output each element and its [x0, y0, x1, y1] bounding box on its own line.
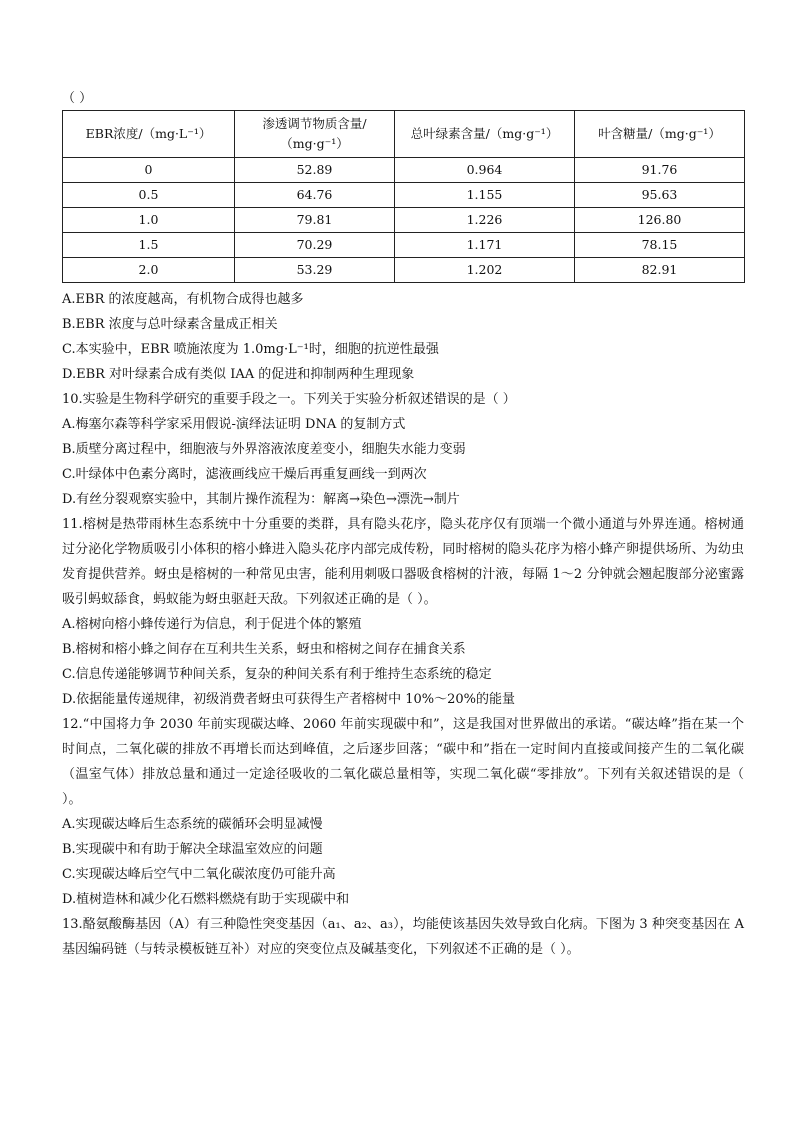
- table-cell: 2.0: [63, 258, 235, 283]
- table-cell: 64.76: [235, 183, 395, 208]
- exam-page: [62, 88, 744, 962]
- ebr-data-table: [62, 110, 745, 283]
- option-a: A.实现碳达峰后生态系统的碳循环会明显减慢: [62, 817, 323, 832]
- table-row: [63, 208, 745, 233]
- option-d: D.有丝分裂观察实验中，其制片操作流程为：解离→染色→漂洗→制片: [62, 492, 460, 507]
- option-c: C.信息传递能够调节种间关系，复杂的种间关系有利于维持生态系统的稳定: [62, 667, 492, 682]
- question-stem: 11.榕树是热带雨林生态系统中十分重要的类群，具有隐头花序，隐头花序仅有顶端一个微小通道与外界连通。榕树通过分泌化学物质吸引小体积的榕小蜂进入隐头花序内部完成传粉，同时榕树的隐头花序为榕小蜂产卵提供场所、为幼虫发育提供营养。蚜虫是榕树的一种常见虫害，能利用刺吸口器吸食榕树的汁液，每隔 1～2 分钟就会翘起腹部分泌蜜露吸引蚂蚁舔食，蚂蚁能为蚜虫驱赶天敌。下列叙述正确的是（ ）。: [62, 517, 744, 607]
- table-cell: 1.226: [395, 208, 575, 233]
- table-cell: 70.29: [235, 233, 395, 258]
- table-cell: 1.5: [63, 233, 235, 258]
- option-d: D.依据能量传递规律，初级消费者蚜虫可获得生产者榕树中 10%～20%的能量: [62, 692, 516, 707]
- table-cell: 95.63: [575, 183, 745, 208]
- table-header-cell: 渗透调节物质含量/ （mg·g⁻¹）: [235, 111, 395, 158]
- table-row: [63, 233, 745, 258]
- table-cell: 0.5: [63, 183, 235, 208]
- table-row: [63, 158, 745, 183]
- table-row: [63, 183, 745, 208]
- table-cell: 1.0: [63, 208, 235, 233]
- table-cell: 78.15: [575, 233, 745, 258]
- option-d: D.植树造林和减少化石燃料燃烧有助于实现碳中和: [62, 892, 350, 907]
- table-cell: 126.80: [575, 208, 745, 233]
- option-a: A.EBR 的浓度越高，有机物合成得也越多: [62, 292, 304, 307]
- option-d: D.EBR 对叶绿素合成有类似 IAA 的促进和抑制两种生理现象: [62, 367, 415, 382]
- table-cell: 1.202: [395, 258, 575, 283]
- option-c: C.叶绿体中色素分离时，滤液画线应干燥后再重复画线一到两次: [62, 467, 427, 482]
- option-b: B.榕树和榕小蜂之间存在互利共生关系，蚜虫和榕树之间存在捕食关系: [62, 642, 466, 657]
- question-stem: 13.酪氨酸酶基因（A）有三种隐性突变基因（a₁、a₂、a₃），均能使该基因失效导致白化病。下图为 3 种突变基因在 A 基因编码链（与转录模板链互补）对应的突变位点及碱基变化，下列叙述不正确的是（ ）。: [62, 917, 744, 957]
- table-header-row: [63, 111, 745, 158]
- option-b: B.EBR 浓度与总叶绿素含量成正相关: [62, 317, 278, 332]
- table-row: [63, 258, 745, 283]
- table-header-cell: 叶含糖量/（mg·g⁻¹）: [575, 111, 745, 158]
- option-c: C.本实验中，EBR 喷施浓度为 1.0mg·L⁻¹时，细胞的抗逆性最强: [62, 342, 439, 357]
- table-cell: 79.81: [235, 208, 395, 233]
- table-header-cell: EBR浓度/（mg·L⁻¹）: [63, 111, 235, 158]
- table-cell: 82.91: [575, 258, 745, 283]
- answer-blank: （ ）: [62, 91, 93, 106]
- question-list: [62, 287, 744, 962]
- option-a: A.梅塞尔森等科学家采用假说-演绎法证明 DNA 的复制方式: [62, 417, 406, 432]
- table-cell: 53.29: [235, 258, 395, 283]
- option-b: B.实现碳中和有助于解决全球温室效应的问题: [62, 842, 323, 857]
- table-cell: 0: [63, 158, 235, 183]
- table-cell: 1.171: [395, 233, 575, 258]
- option-c: C.实现碳达峰后空气中二氧化碳浓度仍可能升高: [62, 867, 336, 882]
- question-stem: 10.实验是生物科学研究的重要手段之一。下列关于实验分析叙述错误的是（ ）: [62, 392, 516, 407]
- table-header-cell: 总叶绿素含量/（mg·g⁻¹）: [395, 111, 575, 158]
- option-a: A.榕树向榕小蜂传递行为信息，利于促进个体的繁殖: [62, 617, 362, 632]
- table-cell: 91.76: [575, 158, 745, 183]
- table-cell: 1.155: [395, 183, 575, 208]
- option-b: B.质壁分离过程中，细胞液与外界溶液浓度差变小，细胞失水能力变弱: [62, 442, 466, 457]
- table-cell: 52.89: [235, 158, 395, 183]
- question-stem: 12.“中国将力争 2030 年前实现碳达峰、2060 年前实现碳中和”，这是我国对世界做出的承诺。“碳达峰”指在某一个时间点，二氧化碳的排放不再增长而达到峰值，之后逐步回落；“碳中和”指在一定时间内直接或间接产生的二氧化碳（温室气体）排放总量和通过一定途径吸收的二氧化碳总量相等，实现二氧化碳“零排放”。下列有关叙述错误的是（ ）。: [62, 717, 744, 807]
- table-cell: 0.964: [395, 158, 575, 183]
